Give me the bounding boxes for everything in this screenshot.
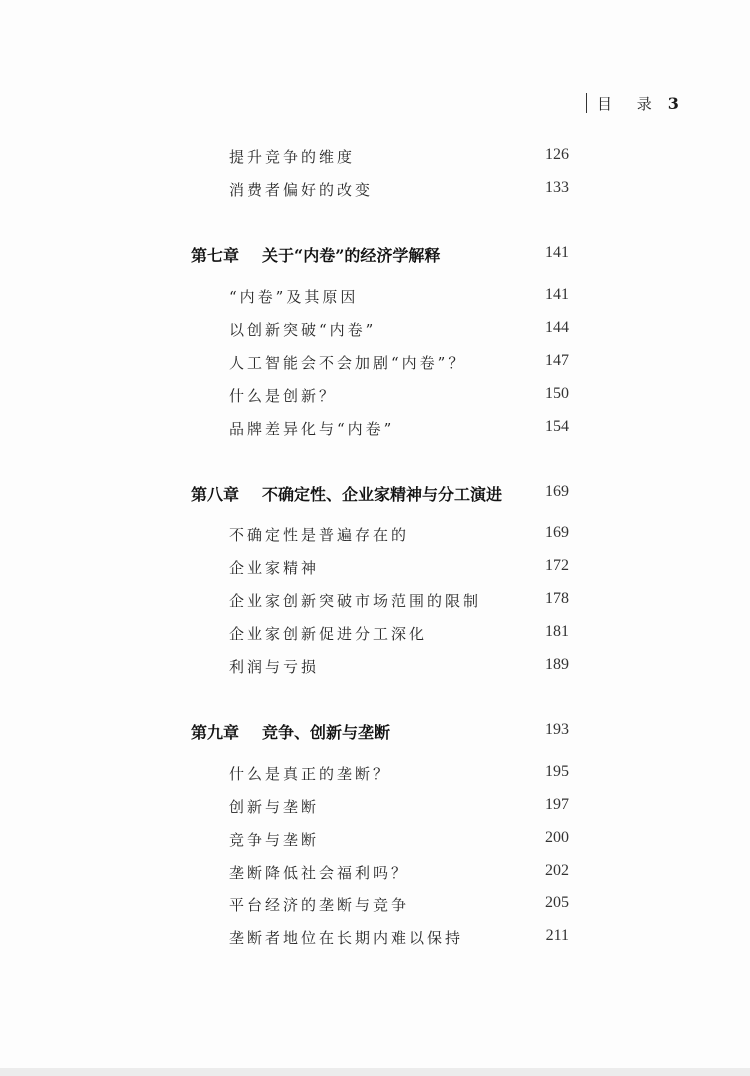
toc-entry[interactable] (0, 862, 750, 886)
toc-entry-page-number: 144 (545, 319, 569, 336)
toc-entry-title: 企业家创新促进分工深化 (229, 625, 428, 643)
chapter-heading[interactable] (0, 721, 750, 745)
toc-entry[interactable] (0, 524, 750, 548)
toc-entry-title: 不确定性是普遍存在的 (229, 526, 410, 544)
toc-entry-page-number: 133 (545, 179, 569, 196)
toc-entry-title: 品牌差异化与“内卷” (229, 420, 395, 438)
toc-entry-page-number: 197 (545, 796, 569, 813)
toc-entry-title: 什么是创新？ (229, 387, 338, 405)
toc-entry-page-number: 205 (545, 894, 569, 911)
chapter-title: 关于“内卷”的经济学解释 (262, 246, 441, 265)
toc-entry-title: 什么是真正的垄断？ (229, 765, 392, 783)
toc-entry-title: 平台经济的垄断与竞争 (229, 896, 410, 914)
toc-entry-page-number: 172 (545, 557, 569, 574)
toc-entry-title: 竞争与垄断 (229, 831, 320, 849)
toc-entry-page-number: 195 (545, 763, 569, 780)
toc-entry[interactable] (0, 179, 750, 203)
toc-entry-title: 创新与垄断 (229, 798, 320, 816)
toc-entry-page-number: 147 (545, 352, 569, 369)
toc-entry-page-number: 126 (545, 146, 569, 163)
toc-entry[interactable] (0, 796, 750, 820)
header-rule (586, 93, 587, 113)
page-bottom-edge (0, 1068, 750, 1076)
toc-entry-page-number: 211 (545, 927, 569, 944)
toc-entry-title: 垄断降低社会福利吗？ (229, 864, 410, 882)
toc-entry[interactable] (0, 319, 750, 343)
toc-entry[interactable] (0, 623, 750, 647)
toc-entry[interactable] (0, 590, 750, 614)
toc-entry-page-number: 200 (545, 829, 569, 846)
chapter-title: 竞争、创新与垄断 (262, 723, 391, 742)
toc-entry[interactable] (0, 829, 750, 853)
toc-entry[interactable] (0, 557, 750, 581)
chapter-heading[interactable] (0, 244, 750, 268)
chapter-heading[interactable] (0, 483, 750, 507)
toc-entry-title: 利润与亏损 (229, 658, 320, 676)
toc-entry-title: 人工智能会不会加剧“内卷”？ (229, 354, 467, 372)
toc-entry-title: 提升竞争的维度 (229, 148, 356, 166)
running-head (586, 92, 679, 114)
toc-entry[interactable] (0, 894, 750, 918)
toc-entry[interactable] (0, 656, 750, 680)
toc-entry-title: “内卷”及其原因 (229, 288, 359, 306)
toc-entry[interactable] (0, 418, 750, 442)
toc-entry-page-number: 181 (545, 623, 569, 640)
toc-entry-title: 企业家创新突破市场范围的限制 (229, 592, 482, 610)
running-head-title: 目 录 (597, 94, 662, 113)
toc-entry[interactable] (0, 763, 750, 787)
toc-entry-page-number: 154 (545, 418, 569, 435)
toc-entry[interactable] (0, 927, 750, 951)
toc-entry-page-number: 169 (545, 524, 569, 541)
toc-entry[interactable] (0, 385, 750, 409)
chapter-label: 第八章 (191, 485, 240, 504)
toc-entry-title: 以创新突破“内卷” (229, 321, 377, 339)
toc-entry[interactable] (0, 286, 750, 310)
chapter-page-number: 169 (545, 483, 569, 500)
chapter-page-number: 141 (545, 244, 569, 261)
chapter-label: 第七章 (191, 246, 240, 265)
chapter-page-number: 193 (545, 721, 569, 738)
toc-entry[interactable] (0, 146, 750, 170)
toc-entry-title: 消费者偏好的改变 (229, 181, 374, 199)
chapter-label: 第九章 (191, 723, 240, 742)
toc-entry-page-number: 178 (545, 590, 569, 607)
toc-entry[interactable] (0, 352, 750, 376)
chapter-title: 不确定性、企业家精神与分工演进 (262, 485, 503, 504)
toc-entry-title: 企业家精神 (229, 559, 320, 577)
toc-entry-page-number: 141 (545, 286, 569, 303)
toc-entry-page-number: 202 (545, 862, 569, 879)
toc-entry-title: 垄断者地位在长期内难以保持 (229, 929, 464, 947)
running-head-page-number: 3 (667, 93, 679, 113)
toc-entry-page-number: 189 (545, 656, 569, 673)
toc-entry-page-number: 150 (545, 385, 569, 402)
